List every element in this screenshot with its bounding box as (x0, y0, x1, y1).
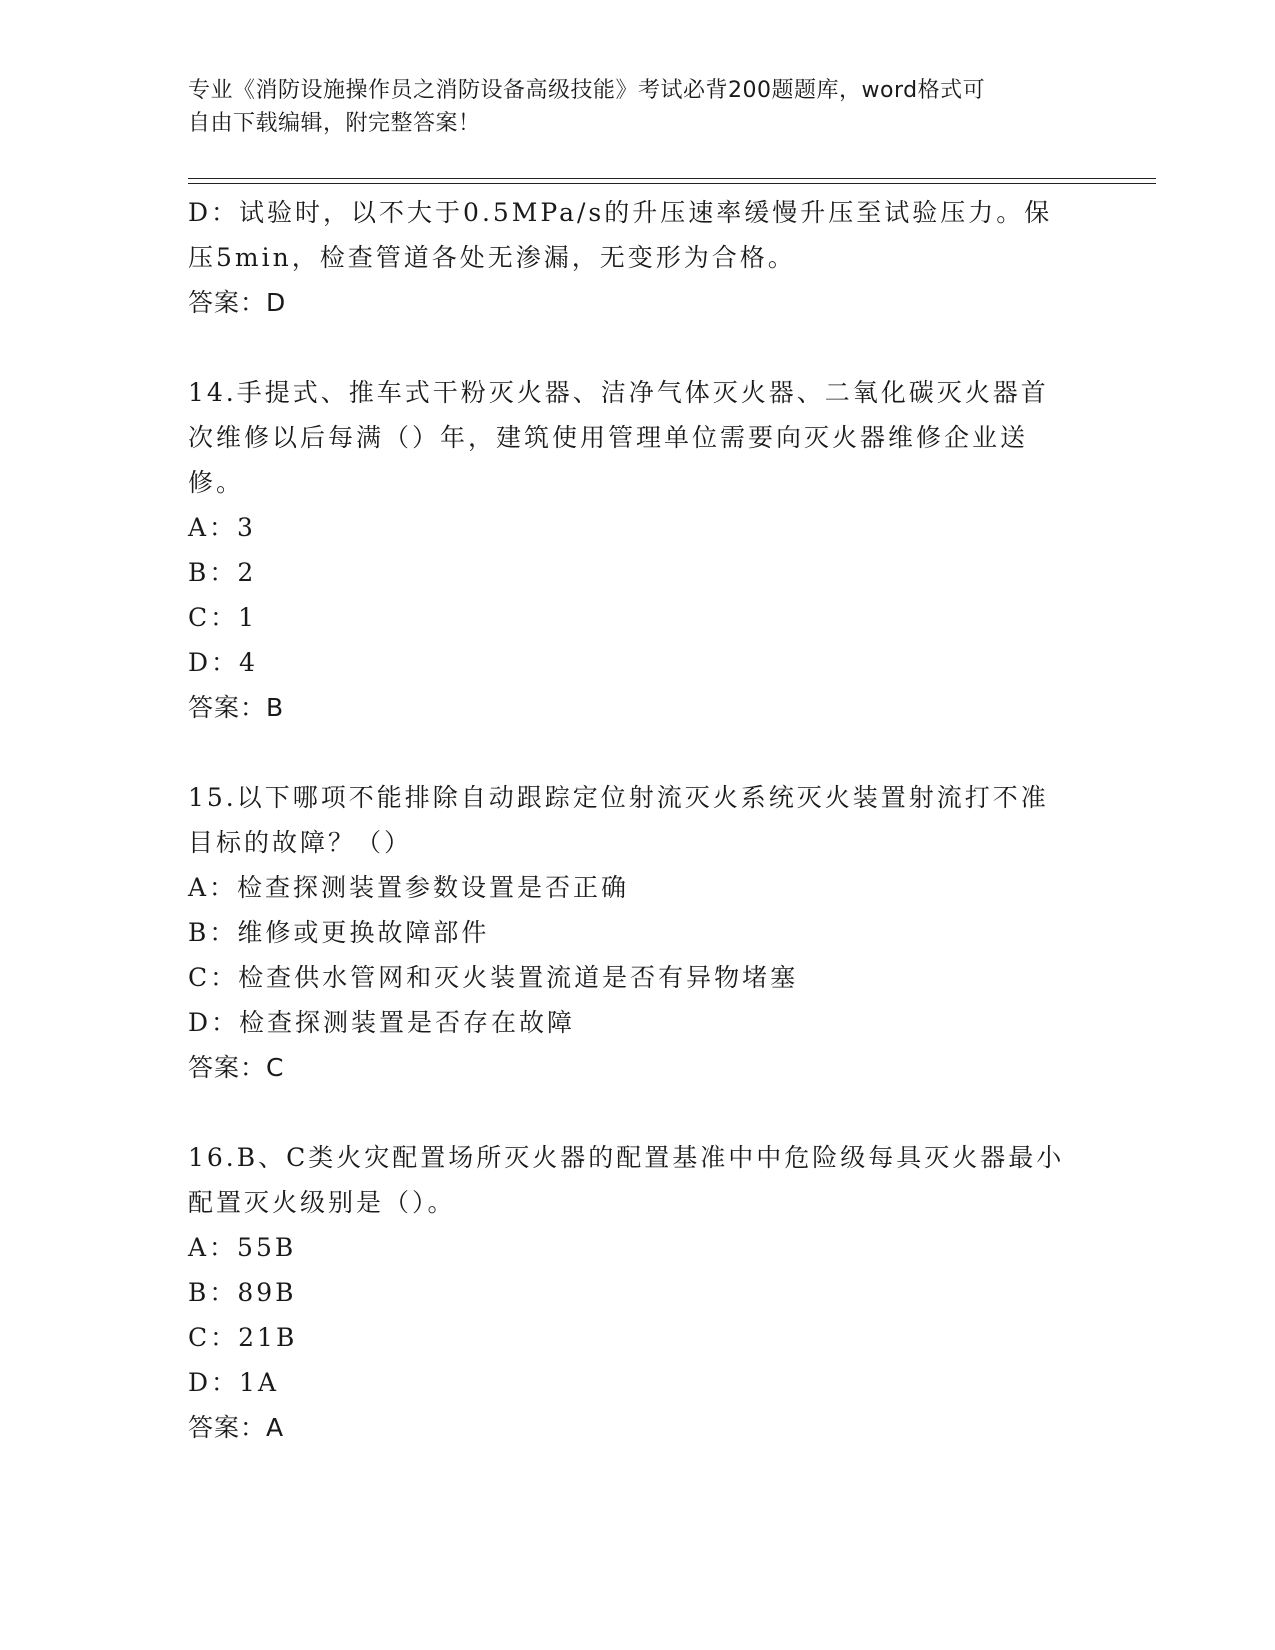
option-c: C：检查供水管网和灭火装置流道是否有异物堵塞 (188, 963, 799, 992)
stem-line: 目标的故障？（） (188, 828, 413, 857)
stem-line: 14.手提式、推车式干粉灭火器、洁净气体灭火器、二氧化碳灭火器首 (188, 378, 1049, 407)
previous-question-tail (188, 190, 1088, 325)
answer-label: 答案：C (188, 1053, 285, 1082)
header-line-1: 专业《消防设施操作员之消防设备高级技能》考试必背200题题库，word格式可 (188, 78, 986, 103)
answer-label: 答案：B (188, 693, 285, 722)
stem-line: 15.以下哪项不能排除自动跟踪定位射流灭火系统灭火装置射流打不准 (188, 783, 1049, 812)
header-divider-top (188, 178, 1156, 179)
answer-label: 答案：A (188, 1413, 285, 1442)
stem-line: 配置灭火级别是（）。 (188, 1188, 456, 1217)
stem-line: 16.B、C类火灾配置场所灭火器的配置基准中中危险级每具灭火器最小 (188, 1143, 1065, 1172)
document-header (188, 74, 1068, 140)
option-d: D：4 (188, 648, 258, 677)
header-line-2: 自由下载编辑，附完整答案！ (188, 111, 481, 136)
option-b: B：89B (188, 1278, 297, 1307)
question-14 (188, 370, 1088, 730)
option-b: B：2 (188, 558, 257, 587)
question-content (188, 190, 1088, 1495)
question-stem (188, 370, 1088, 505)
option-a: A：55B (188, 1233, 297, 1262)
question-stem (188, 775, 1088, 865)
option-a: A：检查探测装置参数设置是否正确 (188, 873, 630, 902)
question-16 (188, 1135, 1088, 1450)
stem-line: 次维修以后每满（）年，建筑使用管理单位需要向灭火器维修企业送 (188, 423, 1029, 452)
option-d-line-1: D：试验时，以不大于0.5MPa/s的升压速率缓慢升压至试验压力。保 (188, 198, 1053, 227)
option-d: D：1A (188, 1368, 280, 1397)
option-a: A：3 (188, 513, 256, 542)
question-15 (188, 775, 1088, 1090)
option-d-line-2: 压5min，检查管道各处无渗漏，无变形为合格。 (188, 243, 796, 272)
header-divider-bottom (188, 183, 1156, 184)
stem-line: 修。 (188, 468, 245, 497)
question-stem (188, 1135, 1088, 1225)
option-c: C：1 (188, 603, 258, 632)
answer-label: 答案：D (188, 288, 287, 317)
option-c: C：21B (188, 1323, 298, 1352)
option-b: B：维修或更换故障部件 (188, 918, 490, 947)
option-d: D：检查探测装置是否存在故障 (188, 1008, 576, 1037)
